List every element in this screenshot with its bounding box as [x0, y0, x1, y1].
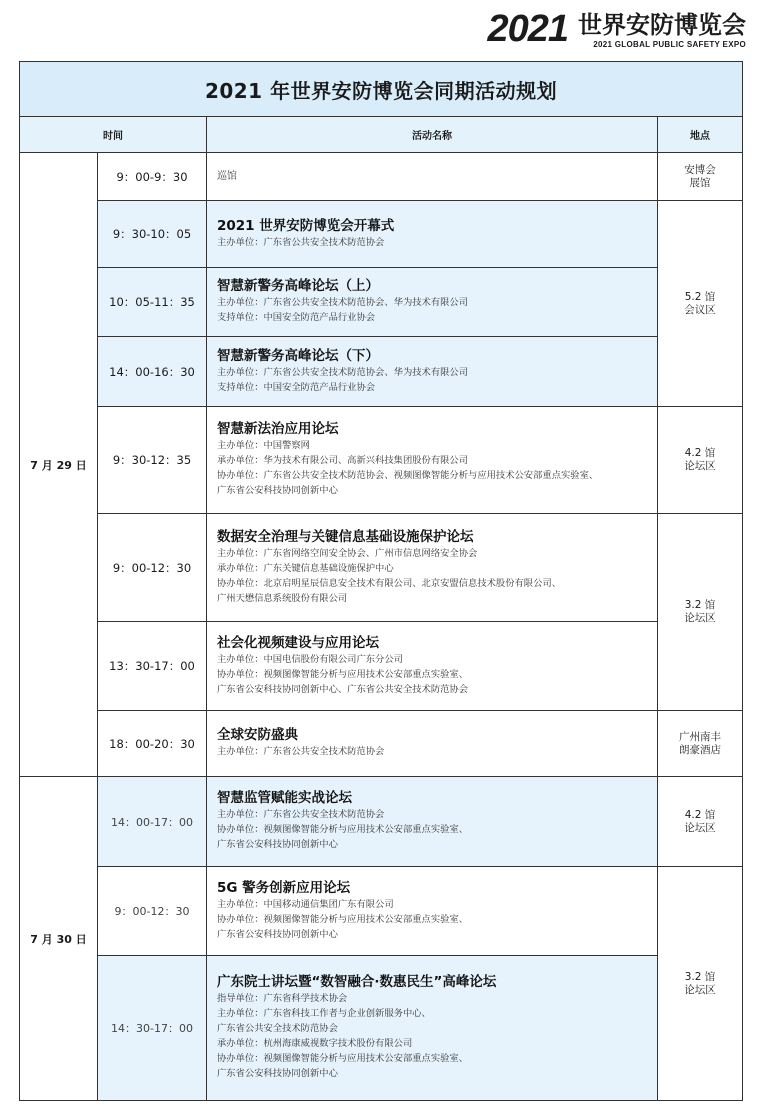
activity-line: 主办单位：广东省公共安全技术防范协会 — [217, 236, 385, 248]
table-row — [20, 153, 743, 201]
time-cell: 9：00-12：30 — [98, 514, 207, 622]
activity-line: 协办单位：视频图像智能分析与应用技术公安部重点实验室、 — [217, 668, 469, 680]
activity-line: 广东省公安科技协同创新中心 — [217, 485, 338, 496]
activity-line: 承办单位：华为技术有限公司、高新兴科技集团股份有限公司 — [217, 455, 469, 466]
location-line: 3.2 馆 — [684, 970, 716, 983]
activity-cell — [207, 201, 658, 268]
time-cell: 10：05-11：35 — [98, 268, 207, 337]
logo-year: 2021 — [487, 8, 568, 50]
activity-name: 5G 警务创新应用论坛 — [217, 879, 351, 896]
activity-line: 主办单位：广东省公共安全技术防范协会、华为技术有限公司 — [217, 366, 469, 378]
table-row — [20, 201, 743, 268]
activity-line: 协办单位：视频图像智能分析与应用技术公安部重点实验室、 — [217, 913, 469, 925]
table-row — [20, 711, 743, 777]
location-line: 广州南丰 — [679, 730, 721, 743]
activity-cell — [207, 622, 658, 711]
time-cell: 9：00-12：30 — [98, 867, 207, 956]
activity-name: 智慧新法治应用论坛 — [217, 421, 339, 437]
location-cell — [658, 514, 743, 711]
activity-line: 主办单位：广东省公共安全技术防范协会、华为技术有限公司 — [217, 297, 469, 308]
activity-line: 巡馆 — [217, 170, 237, 182]
activity-line: 广东省公安科技协同创新中心 — [217, 928, 338, 940]
activity-line: 支持单位：中国安全防范产品行业协会 — [217, 312, 376, 323]
location-line: 论坛区 — [684, 612, 716, 624]
table-row — [20, 956, 743, 1101]
activity-line: 广东省公安科技协同创新中心 — [217, 1068, 338, 1079]
activity-line: 主办单位：广东省网络空间安全协会、广州市信息网络安全协会 — [217, 547, 478, 559]
time-cell: 14：00-17：00 — [98, 777, 207, 867]
header-activity: 活动名称 — [207, 117, 658, 153]
table-row — [20, 622, 743, 711]
location-cell — [658, 867, 743, 1101]
time-cell: 9：30-12：35 — [98, 407, 207, 514]
activity-line: 协办单位：视频图像智能分析与应用技术公安部重点实验室、 — [217, 824, 469, 835]
table-row — [20, 514, 743, 622]
location-line: 5.2 馆 — [684, 290, 716, 303]
schedule-table — [19, 61, 743, 1101]
time-cell: 18：00-20：30 — [98, 711, 207, 777]
activity-line: 主办单位：中国电信股份有限公司广东分公司 — [217, 653, 403, 665]
activity-cell — [207, 956, 658, 1101]
logo-title-cn: 世界安防博览会 — [578, 11, 746, 39]
location-line: 朗豪酒店 — [679, 743, 721, 756]
table-row — [20, 867, 743, 956]
activity-name: 数据安全治理与关键信息基础设施保护论坛 — [217, 528, 474, 545]
activity-name: 全球安防盛典 — [217, 727, 298, 743]
activity-cell — [207, 867, 658, 956]
date-cell: 7 月 30 日 — [20, 777, 98, 1101]
expo-logo — [446, 10, 746, 54]
activity-line: 主办单位：中国移动通信集团广东有限公司 — [217, 898, 394, 910]
header-location: 地点 — [658, 117, 743, 153]
location-cell — [658, 153, 743, 201]
activity-line: 广东省公安科技协同创新中心、广东省公共安全技术防范协会 — [217, 683, 469, 695]
time-cell: 9：30-10：05 — [98, 201, 207, 268]
location-line: 4.2 馆 — [684, 447, 716, 459]
activity-line: 协办单位：视频图像智能分析与应用技术公安部重点实验室、 — [217, 1053, 469, 1064]
table-title: 2021 年世界安防博览会同期活动规划 — [20, 62, 743, 117]
location-line: 会议区 — [684, 303, 716, 316]
activity-line: 支持单位：中国安全防范产品行业协会 — [217, 381, 376, 393]
table-title-row — [20, 62, 743, 117]
time-cell: 9：00-9：30 — [98, 153, 207, 201]
table-header-row — [20, 117, 743, 153]
activity-cell — [207, 268, 658, 337]
time-cell: 13：30-17：00 — [98, 622, 207, 711]
location-line: 论坛区 — [684, 983, 716, 996]
activity-cell — [207, 153, 658, 201]
activity-line: 主办单位：广东省公共安全技术防范协会 — [217, 746, 385, 757]
location-cell — [658, 711, 743, 777]
table-row — [20, 407, 743, 514]
activity-line: 承办单位：杭州海康威视数字技术股份有限公司 — [217, 1038, 413, 1049]
activity-line: 协办单位：广东省公共安全技术防范协会、视频图像智能分析与应用技术公安部重点实验室、 — [217, 470, 599, 481]
activity-line: 指导单位：广东省科学技术协会 — [217, 993, 348, 1004]
activity-cell — [207, 337, 658, 407]
location-cell — [658, 407, 743, 514]
activity-name: 2021 世界安防博览会开幕式 — [217, 217, 395, 234]
location-cell — [658, 201, 743, 407]
activity-cell — [207, 407, 658, 514]
activity-cell — [207, 514, 658, 622]
table-row — [20, 777, 743, 867]
activity-line: 协办单位：北京启明星辰信息安全技术有限公司、北京安盟信息技术股份有限公司、 — [217, 577, 561, 589]
activity-name: 智慧监管赋能实战论坛 — [217, 790, 352, 806]
activity-line: 主办单位：中国警察网 — [217, 440, 310, 451]
table-row — [20, 337, 743, 407]
date-cell: 7 月 29 日 — [20, 153, 98, 777]
activity-line: 主办单位：广东省科技工作者与企业创新服务中心、 — [217, 1008, 431, 1019]
logo-title-en: 2021 GLOBAL PUBLIC SAFETY EXPO — [593, 40, 746, 49]
activity-name: 广东院士讲坛暨“数智融合·数惠民生”高峰论坛 — [217, 974, 497, 990]
activity-cell — [207, 711, 658, 777]
activity-name: 社会化视频建设与应用论坛 — [217, 634, 379, 651]
activity-line: 广州天懋信息系统股份有限公司 — [217, 592, 348, 604]
time-cell: 14：00-16：30 — [98, 337, 207, 407]
location-line: 3.2 馆 — [684, 599, 716, 611]
activity-name: 智慧新警务高峰论坛（上） — [217, 278, 379, 294]
activity-line: 广东省公共安全技术防范协会 — [217, 1023, 338, 1034]
activity-line: 承办单位：广东关键信息基础设施保护中心 — [217, 562, 394, 574]
location-line: 4.2 馆 — [684, 808, 716, 821]
location-line: 安博会 — [684, 163, 716, 176]
location-line: 展馆 — [689, 176, 711, 189]
activity-name: 智慧新警务高峰论坛（下） — [217, 347, 379, 364]
time-cell: 14：30-17：00 — [98, 956, 207, 1101]
location-line: 论坛区 — [684, 821, 716, 834]
location-cell — [658, 777, 743, 867]
header-time: 时间 — [20, 117, 207, 153]
activity-line: 广东省公安科技协同创新中心 — [217, 839, 338, 850]
activity-line: 主办单位：广东省公共安全技术防范协会 — [217, 809, 385, 820]
activity-cell — [207, 777, 658, 867]
table-row — [20, 268, 743, 337]
location-line: 论坛区 — [684, 460, 716, 472]
